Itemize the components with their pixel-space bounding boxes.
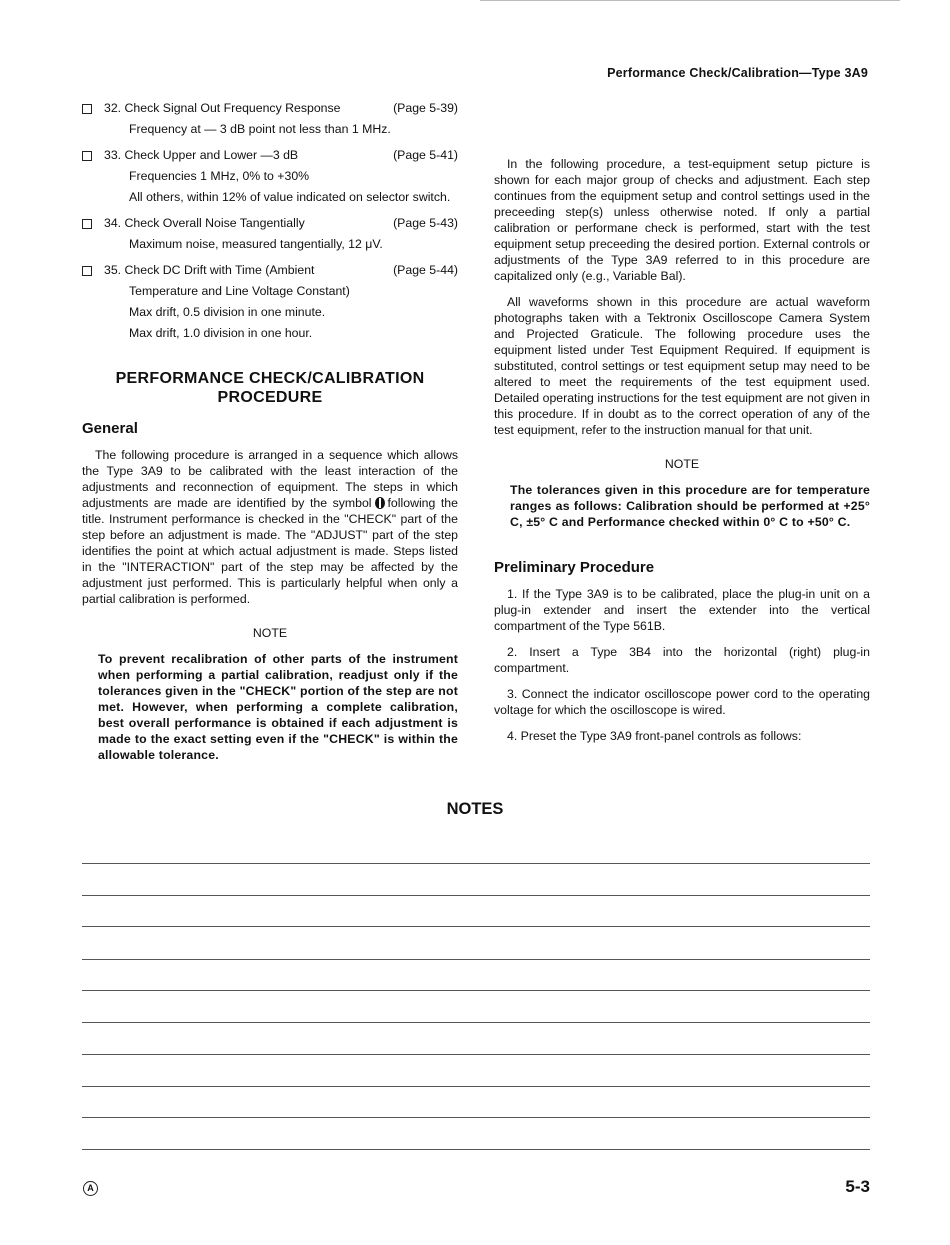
- check-detail: Frequencies 1 MHz, 0% to +30%: [129, 169, 310, 183]
- notes-heading: NOTES: [446, 800, 504, 818]
- top-rule: [480, 0, 900, 1]
- section-title-line: PROCEDURE: [217, 389, 323, 406]
- checkbox-icon[interactable]: [82, 266, 92, 276]
- notes-rule-line: [82, 1086, 870, 1087]
- waveform-paragraph: All waveforms shown in this procedure are actual waveform photographs taken with a Tektronix Oscilloscope Camera System and Projected Graticule. The following procedure uses the equipment listed under Test Equipment Required. If equipment is substituted, control settings or test equipment setup may need to be altered to meet the requirements of the test equipment used. Detailed operating instructions for the test equipment are not given in this procedure. If in doubt as to the correct operation of any of the test equipment, refer to the instruction manual for that unit.: [494, 295, 870, 437]
- procedure-step: 3. Connect the indicator oscilloscope power cord to the operating voltage for which the oscilloscope is wired.: [494, 687, 870, 717]
- section-title-line: PERFORMANCE CHECK/CALIBRATION: [115, 370, 425, 387]
- check-page-ref: (Page 5-39): [393, 101, 458, 115]
- notes-rule-line: [82, 926, 870, 927]
- notes-rule-line: [82, 1054, 870, 1055]
- notes-rule-line: [82, 1117, 870, 1118]
- notes-rule-line: [82, 863, 870, 864]
- notes-rule-line: [82, 895, 870, 896]
- note-label: NOTE: [252, 626, 288, 640]
- check-detail: All others, within 12% of value indicated on selector switch.: [129, 190, 451, 204]
- adjustment-symbol-icon: [375, 497, 385, 509]
- check-detail: Maximum noise, measured tangentially, 12 μV.: [129, 237, 383, 251]
- check-detail: Max drift, 1.0 division in one hour.: [129, 326, 313, 340]
- notes-rule-line: [82, 959, 870, 960]
- notes-rule-line: [82, 1022, 870, 1023]
- setup-paragraph: In the following procedure, a test-equipment setup picture is shown for each major group of checks and adjustment. Each step continues from the equipment setup and control settings used in the preceeding step(s) unless otherwise noted. If only a partial calibration or performane check is performed, start with the test equipment setup preceeding the desired portion. External controls or adjustments of the Type 3A9 referred to in this procedure are capitalized only (e.g., Variable Bal).: [494, 157, 870, 283]
- section-title: [82, 369, 458, 407]
- check-page-ref: (Page 5-41): [393, 148, 458, 162]
- general-paragraph: [82, 447, 458, 607]
- checkbox-icon[interactable]: [82, 219, 92, 229]
- notes-rule-line: [82, 990, 870, 991]
- running-head: Performance Check/Calibration—Type 3A9: [607, 66, 868, 80]
- checklist-item: [82, 100, 458, 137]
- checkbox-icon[interactable]: [82, 151, 92, 161]
- preliminary-heading: Preliminary Procedure: [494, 559, 655, 576]
- general-text-part: following the title. Instrument performance is checked in the "CHECK" part of the step before an adjustment is made. The "ADJUST" part of the step identifies the point at which actual adjustment is made. Steps listed in the "INTERACTION" part of the step may be affected by the adjustment just performed. This is particularly helpful when only a partial calibration is performed.: [82, 496, 458, 606]
- check-label: 33. Check Upper and Lower —3 dB: [104, 148, 299, 162]
- notes-rule-line: [82, 1149, 870, 1150]
- general-text-part: The following procedure is arranged in a sequence which allows the Type 3A9 to be calibrated with the least interaction of the adjustments and reconnection of equipment. The steps in which adjustments are made are identified by the symbol: [82, 448, 458, 510]
- check-label: 35. Check DC Drift with Time (Ambient: [104, 263, 315, 277]
- right-column: [494, 157, 870, 754]
- check-label: 34. Check Overall Noise Tangentially: [104, 216, 305, 230]
- circled-a-mark: A: [83, 1181, 98, 1196]
- check-detail: Frequency at — 3 dB point not less than 1 MHz.: [129, 122, 391, 136]
- note-text: To prevent recalibration of other parts of the instrument when performing a partial calibration, readjust only if the tolerances given in the "CHECK" portion of the step are not met. However, when performing a complete calibration, best overall performance is obtained if each adjustment is made to the exact setting even if the "CHECK" is within the allowable tolerance.: [98, 652, 458, 762]
- check-detail: Max drift, 0.5 division in one minute.: [129, 305, 326, 319]
- general-heading: General: [82, 420, 138, 437]
- checkbox-icon[interactable]: [82, 104, 92, 114]
- procedure-step: 1. If the Type 3A9 is to be calibrated, place the plug-in unit on a plug-in extender and insert the extender into the vertical compartment of the Type 561B.: [494, 587, 870, 633]
- page-number: 5-3: [845, 1177, 870, 1196]
- checklist-item: [82, 215, 458, 252]
- check-label: 32. Check Signal Out Frequency Response: [104, 101, 341, 115]
- checklist-item: [82, 262, 458, 341]
- note-label: NOTE: [664, 457, 700, 471]
- check-page-ref: (Page 5-44): [393, 263, 458, 277]
- procedure-step: 2. Insert a Type 3B4 into the horizontal (right) plug-in compartment.: [494, 645, 870, 675]
- left-column: [82, 100, 458, 763]
- note-text: The tolerances given in this procedure are for temperature ranges as follows: Calibration should be performed at +25° C, ±5° C and Performance checked within 0° C to +50° C.: [510, 483, 870, 529]
- check-detail: Temperature and Line Voltage Constant): [129, 284, 350, 298]
- checklist-item: [82, 147, 458, 205]
- procedure-step: 4. Preset the Type 3A9 front-panel controls as follows:: [507, 729, 802, 743]
- check-page-ref: (Page 5-43): [393, 216, 458, 230]
